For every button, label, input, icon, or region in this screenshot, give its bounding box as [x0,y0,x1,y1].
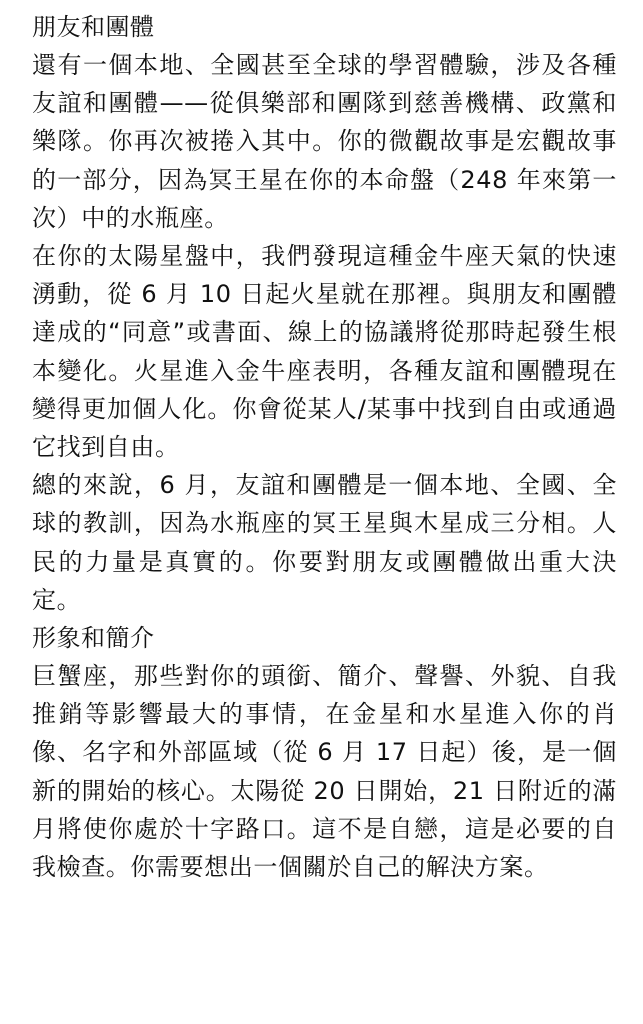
section-heading-friends-groups: 朋友和團體 [32,13,155,41]
paragraph-friends-2: 在你的太陽星盤中，我們發現這種金牛座天氣的快速湧動，從 6 月 10 日起火星就在那裡。與朋友和團體達成的“同意”或書面、線上的協議將從那時起發生根本變化。火星進入金牛座表明，各種友誼和團體現在變得更加個人化。你會從某人/某事中找到自由或通過它找到自由。 [32,242,617,462]
paragraph-image-1: 巨蟹座，那些對你的頭銜、簡介、聲譽、外貌、自我推銷等影響最大的事情，在金星和水星進入你的肖像、名字和外部區域（從 6 月 17 日起）後，是一個新的開始的核心。太陽從 20 日開始，21 日附近的滿月將使你處於十字路口。這不是自戀，這是必要的自我檢查。你需要想出一個關於自己的解決方案。 [32,662,617,882]
paragraph-friends-3: 總的來說，6 月，友誼和團體是一個本地、全國、全球的教訓，因為水瓶座的冥王星與木星成三分相。人民的力量是真實的。你要對朋友或團體做出重大決定。 [32,471,617,614]
paragraph-friends-1: 還有一個本地、全國甚至全球的學習體驗，涉及各種友誼和團體——從俱樂部和團隊到慈善機構、政黨和樂隊。你再次被捲入其中。你的微觀故事是宏觀故事的一部分，因為冥王星在你的本命盤（248 年來第一次）中的水瓶座。 [32,51,617,232]
section-heading-image-profile: 形象和簡介 [32,624,155,653]
